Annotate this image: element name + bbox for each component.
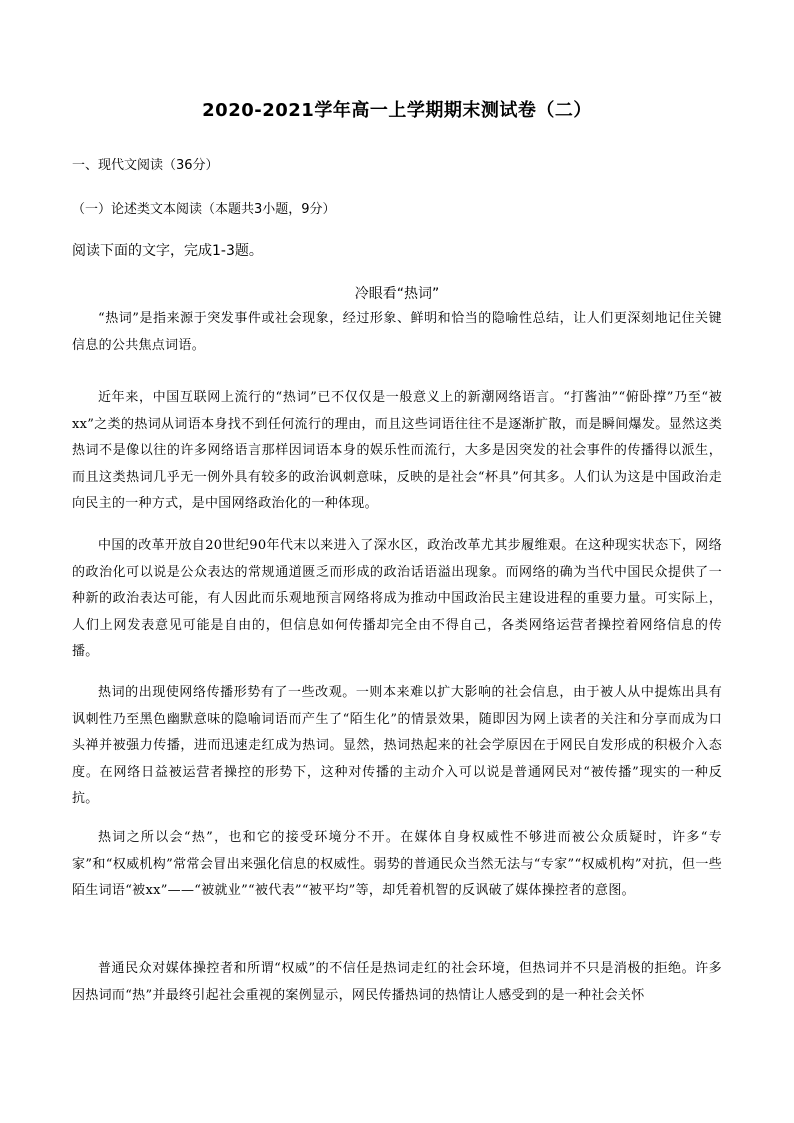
paragraph-2: 近年来，中国互联网上流行的“热词”已不仅仅是一般意义上的新潮网络语言。“打酱油”“俯卧撑”乃至“被xx”之类的热词从词语本身找不到任何流行的理由，而且这些词语往往不是逐渐扩散，而是瞬间爆发。显然这类热词不是像以往的许多网络语言那样因词语本身的娱乐性而流行，大多是因突发的社会事件的传播得以派生，而且这类热词几乎无一例外具有较多的政治讽刺意味，反映的是社会“杯具”何其多。人们认为这是中国政治走向民主的一种方式，是中国网络政治化的一种体现。 [72, 390, 722, 511]
paragraph-5: 热词之所以会“热”，也和它的接受环境分不开。在媒体自身权威性不够进而被公众质疑时，许多“专家”和“权威机构”常常会冒出来强化信息的权威性。弱势的普通民众当然无法与“专家”“权威机构”对抗，但一些陌生词语“被xx”——“被就业”“被代表”“被平均”等，却凭着机智的反讽破了媒体操控者的意图。 [72, 830, 722, 898]
page-title: 2020-2021学年高一上学期期末测试卷（二） [202, 100, 592, 121]
subsection-heading: （一）论述类文本阅读（本题共3小题，9分） [72, 202, 336, 217]
reading-instruction: 阅读下面的文字，完成1-3题。 [72, 243, 263, 259]
paragraph-4: 热词的出现使网络传播形势有了一些改观。一则本来难以扩大影响的社会信息，由于被人从中提炼出具有讽刺性乃至黑色幽默意味的隐喻词语而产生了“陌生化”的情景效果，随即因为网上读者的关注和分享而成为口头禅并被强力传播，进而迅速走红成为热词。显然，热词热起来的社会学原因在于网民自发形成的积极介入态度。在网络日益被运营者操控的形势下，这种对传播的主动介入可以说是普通网民对“被传播”现实的一种反抗。 [72, 685, 722, 806]
paragraph-6: 普通民众对媒体操控者和所谓“权威”的不信任是热词走红的社会环境，但热词并不只是消极的拒绝。许多因热词而“热”并最终引起社会重视的案例显示，网民传播热词的热情让人感受到的是一种社会关怀 [72, 961, 722, 1003]
section-heading: 一、现代文阅读（36分） [72, 158, 219, 173]
article-title: 冷眼看“热词” [354, 286, 440, 302]
paragraph-3: 中国的改革开放自20世纪90年代末以来进入了深水区，政治改革尤其步履维艰。在这种现实状态下，网络的政治化可以说是公众表达的常规通道匮乏而形成的政治话语溢出现象。而网络的确为当代中国民众提供了一种新的政治表达可能，有人因此而乐观地预言网络将成为推动中国政治民主建设进程的重要力量。可实际上，人们上网发表意见可能是自由的，但信息如何传播却完全由不得自己，各类网络运营者操控着网络信息的传播。 [72, 538, 722, 659]
paragraph-1: “热词”是指来源于突发事件或社会现象，经过形象、鲜明和恰当的隐喻性总结，让人们更深刻地记住关键信息的公共焦点词语。 [72, 311, 722, 353]
